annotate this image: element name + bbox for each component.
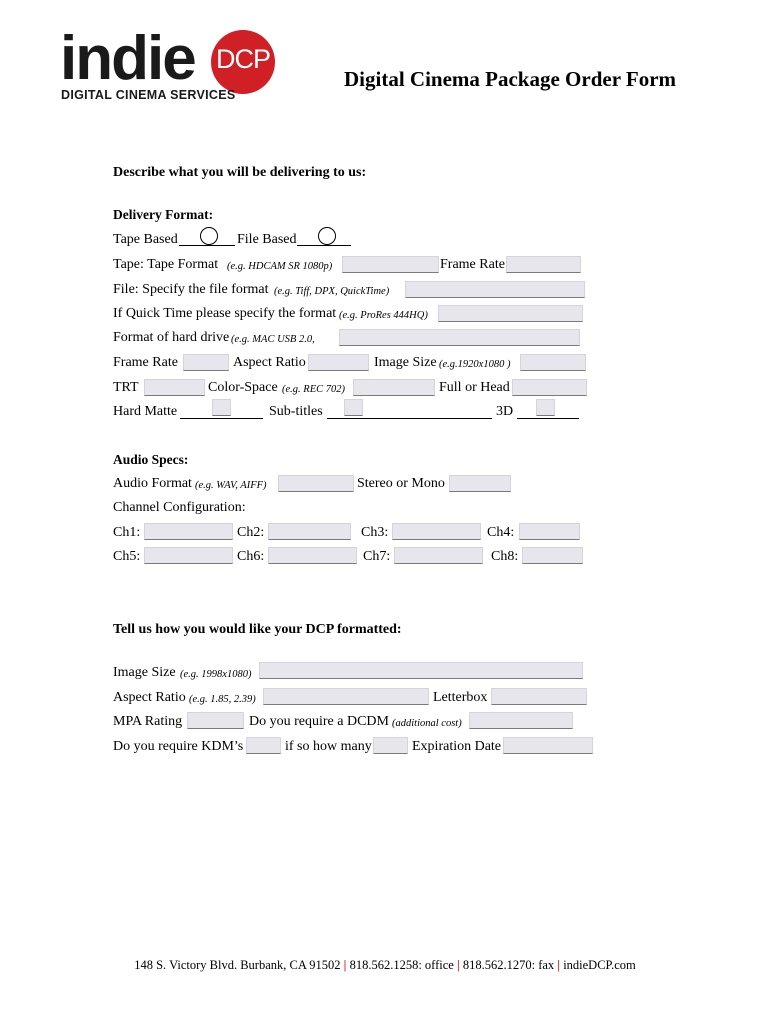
hard-drive-example: (e.g. MAC USB 2.0, <box>231 334 315 345</box>
channel-5-field[interactable] <box>144 547 233 564</box>
footer-separator: | <box>557 958 561 972</box>
full-or-head-label: Full or Head <box>439 380 510 395</box>
trt-label: TRT <box>113 380 139 395</box>
three-d-underline <box>517 418 579 419</box>
channel-5-label: Ch5: <box>113 549 141 564</box>
channel-7-field[interactable] <box>394 547 483 564</box>
dcp-image-size-label: Image Size <box>113 665 176 680</box>
mpa-rating-label: MPA Rating <box>113 714 183 729</box>
tape-based-radio[interactable] <box>200 227 218 245</box>
quicktime-format-example: (e.g. ProRes 444HQ) <box>339 310 428 321</box>
delivery-format-heading: Delivery Format: <box>113 207 214 222</box>
footer-website: indieDCP.com <box>563 958 636 972</box>
channel-6-label: Ch6: <box>237 549 265 564</box>
channel-2-label: Ch2: <box>237 525 265 540</box>
delivery-section-heading: Describe what you will be delivering to us: <box>113 165 367 180</box>
dcp-aspect-ratio-label: Aspect Ratio <box>113 690 186 705</box>
footer <box>0 958 770 973</box>
dcp-aspect-ratio-field[interactable] <box>263 688 429 705</box>
quicktime-format-field[interactable] <box>438 305 583 322</box>
kdm-count-field[interactable] <box>373 737 408 754</box>
hard-matte-checkbox[interactable] <box>212 399 231 416</box>
footer-office-phone: 818.562.1258: office <box>349 958 454 972</box>
dcdm-label: Do you require a DCDM <box>249 714 389 729</box>
kdm-field[interactable] <box>246 737 281 754</box>
audio-format-example: (e.g. WAV, AIFF) <box>195 480 267 491</box>
dcp-image-size-field[interactable] <box>259 662 583 679</box>
aspect-ratio-label: Aspect Ratio <box>233 355 306 370</box>
three-d-checkbox[interactable] <box>536 399 555 416</box>
dcp-image-size-example: (e.g. 1998x1080) <box>180 669 252 680</box>
dcp-section-heading: Tell us how you would like your DCP formatted: <box>113 622 402 637</box>
hard-drive-label: Format of hard drive <box>113 330 230 345</box>
tape-frame-rate-field[interactable] <box>506 256 581 273</box>
frame-rate-label: Frame Rate <box>113 355 178 370</box>
letterbox-label: Letterbox <box>433 690 488 705</box>
file-based-underline <box>297 245 351 246</box>
color-space-example: (e.g. REC 702) <box>282 384 345 395</box>
mpa-rating-field[interactable] <box>187 712 244 729</box>
expiration-date-field[interactable] <box>503 737 593 754</box>
three-d-label: 3D <box>496 404 514 419</box>
stereo-mono-label: Stereo or Mono <box>357 476 445 491</box>
kdm-label: Do you require KDM’s <box>113 739 244 754</box>
footer-fax: 818.562.1270: fax <box>462 958 555 972</box>
channel-4-label: Ch4: <box>487 525 515 540</box>
color-space-field[interactable] <box>353 379 435 396</box>
quicktime-format-label: If Quick Time please specify the format <box>113 306 337 321</box>
audio-format-field[interactable] <box>278 475 354 492</box>
subtitles-label: Sub-titles <box>269 404 323 419</box>
hard-matte-label: Hard Matte <box>113 404 178 419</box>
tape-frame-rate-label: Frame Rate <box>440 257 505 272</box>
file-format-example: (e.g. Tiff, DPX, QuickTime) <box>274 286 390 297</box>
expiration-date-label: Expiration Date <box>412 739 502 754</box>
color-space-label: Color-Space <box>208 380 278 395</box>
dcp-aspect-ratio-example: (e.g. 1.85, 2.39) <box>189 694 256 705</box>
channel-1-label: Ch1: <box>113 525 141 540</box>
aspect-ratio-field[interactable] <box>308 354 369 371</box>
subtitles-checkbox[interactable] <box>344 399 363 416</box>
channel-1-field[interactable] <box>144 523 233 540</box>
tape-format-field[interactable] <box>342 256 439 273</box>
file-based-radio[interactable] <box>318 227 336 245</box>
subtitles-underline <box>327 418 492 419</box>
image-size-label: Image Size <box>374 355 437 370</box>
kdm-count-label: if so how many <box>285 739 372 754</box>
logo-badge-text: DCP <box>215 44 270 74</box>
dcdm-field[interactable] <box>469 712 573 729</box>
file-format-label: File: Specify the file format <box>113 282 269 297</box>
channel-2-field[interactable] <box>268 523 351 540</box>
footer-separator: | <box>456 958 460 972</box>
logo-wordmark: indie <box>60 24 195 93</box>
tape-based-label: Tape Based <box>113 232 178 247</box>
full-or-head-field[interactable] <box>512 379 587 396</box>
tape-based-underline <box>179 245 235 246</box>
footer-address: 148 S. Victory Blvd. Burbank, CA 91502 <box>134 958 341 972</box>
hard-drive-field[interactable] <box>339 329 580 346</box>
channel-8-field[interactable] <box>522 547 583 564</box>
channel-3-field[interactable] <box>392 523 481 540</box>
audio-format-label: Audio Format <box>113 476 192 491</box>
frame-rate-field[interactable] <box>183 354 229 371</box>
channel-4-field[interactable] <box>519 523 580 540</box>
channel-config-label: Channel Configuration: <box>113 500 246 515</box>
trt-field[interactable] <box>144 379 205 396</box>
tape-format-label: Tape: Tape Format <box>113 257 219 272</box>
channel-6-field[interactable] <box>268 547 357 564</box>
dcdm-example: (additional cost) <box>392 718 462 729</box>
logo-tagline: DIGITAL CINEMA SERVICES <box>61 88 236 102</box>
channel-3-label: Ch3: <box>361 525 389 540</box>
page-title: Digital Cinema Package Order Form <box>344 67 677 91</box>
file-format-field[interactable] <box>405 281 585 298</box>
file-based-label: File Based <box>237 232 297 247</box>
channel-7-label: Ch7: <box>363 549 391 564</box>
hard-matte-underline <box>180 418 263 419</box>
channel-8-label: Ch8: <box>491 549 519 564</box>
image-size-field[interactable] <box>520 354 586 371</box>
audio-section-heading: Audio Specs: <box>113 452 189 467</box>
image-size-example: (e.g.1920x1080 ) <box>439 359 511 370</box>
footer-separator: | <box>343 958 347 972</box>
stereo-mono-field[interactable] <box>449 475 511 492</box>
tape-format-example: (e.g. HDCAM SR 1080p) <box>227 261 333 272</box>
letterbox-field[interactable] <box>491 688 587 705</box>
